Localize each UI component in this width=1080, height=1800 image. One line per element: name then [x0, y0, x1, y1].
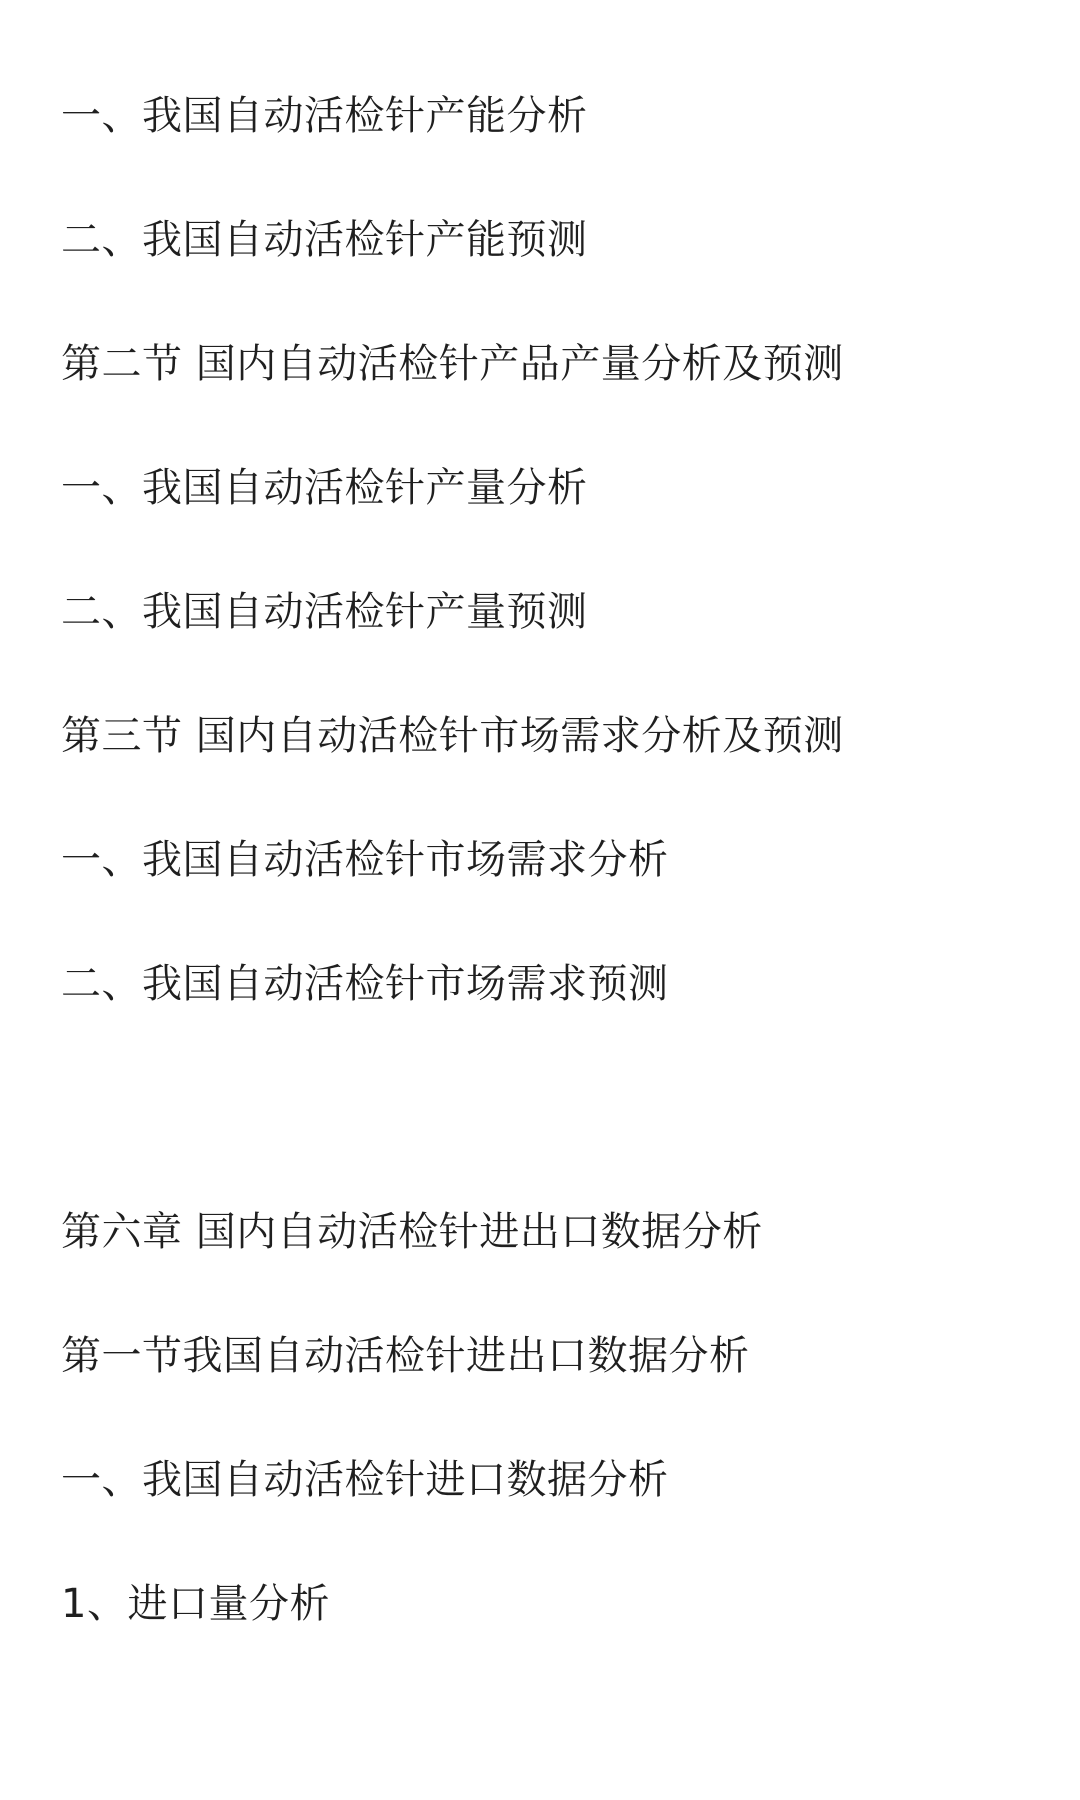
list-item-output-analysis: 一、我国自动活检针产量分析: [61, 465, 588, 511]
list-item-capacity-forecast: 二、我国自动活检针产能预测: [61, 217, 588, 263]
list-item-import-volume: 1、进口量分析: [61, 1581, 330, 1627]
list-item-demand-forecast: 二、我国自动活检针市场需求预测: [61, 961, 669, 1007]
list-item-demand-analysis: 一、我国自动活检针市场需求分析: [61, 837, 669, 883]
list-item-capacity-analysis: 一、我国自动活检针产能分析: [61, 93, 588, 139]
section-heading-import-export: 第一节我国自动活检针进出口数据分析: [61, 1333, 750, 1379]
list-item-import-analysis: 一、我国自动活检针进口数据分析: [61, 1457, 669, 1503]
section-heading-output: 第二节 国内自动活检针产品产量分析及预测: [61, 341, 844, 387]
list-item-output-forecast: 二、我国自动活检针产量预测: [61, 589, 588, 635]
chapter-heading-import-export: 第六章 国内自动活检针进出口数据分析: [61, 1209, 763, 1255]
section-heading-demand: 第三节 国内自动活检针市场需求分析及预测: [61, 713, 844, 759]
